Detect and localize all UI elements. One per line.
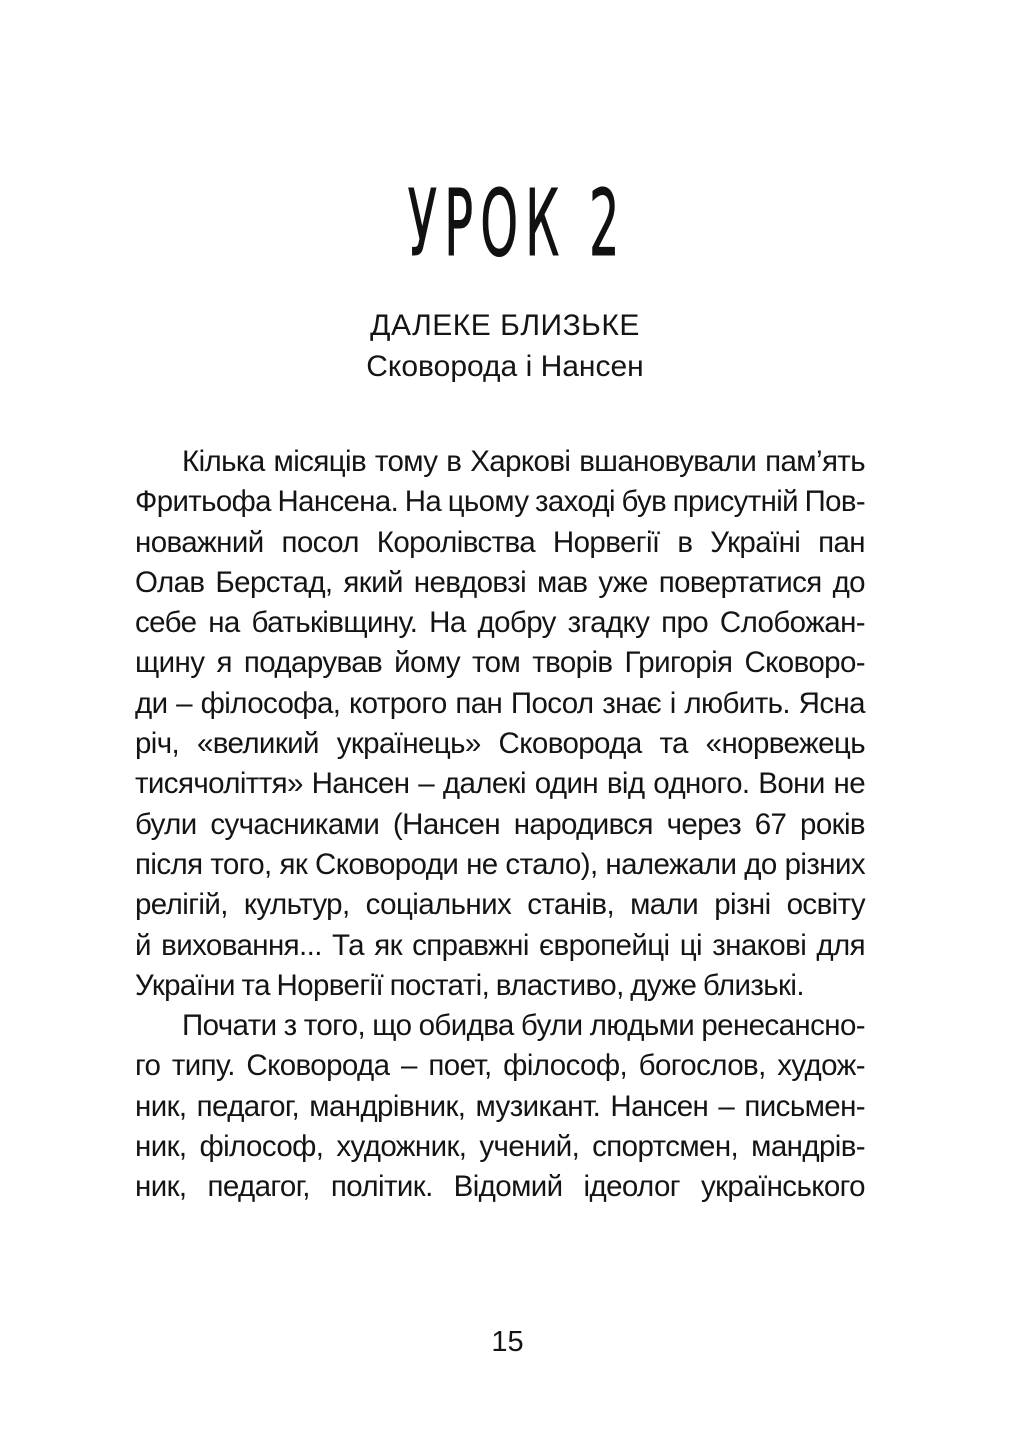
text-line: Почати з того, що обидва були людьми ренесансно- [182,1009,865,1043]
text-line: ник, педагог, політик. Відомий ідеолог українського [135,1170,865,1204]
text-line: го типу. Сковорода – поет, філософ, богослов, худож- [135,1049,865,1083]
text-line: були сучасниками (Нансен народився через 67 років [135,807,865,841]
text-line: новажний посол Королівства Норвегії в Україні пан [135,525,865,559]
text-line: ник, педагог, мандрівник, музикант. Нансен – письмен- [135,1089,865,1123]
text-line: річ, «великий українець» Сковорода та «норвежець [135,727,865,761]
text-line: тисячоліття» Нансен – далекі один від одного. Вони не [135,767,865,801]
body-text [135,442,865,1208]
text-line: щину я подарував йому том творів Григорія Сковоро- [135,646,865,680]
section-heading: ДАЛЕКЕ БЛИЗЬКЕ [370,309,640,342]
text-line: ди – філософа, котрого пан Посол знає і любить. Ясна [135,686,865,720]
text-line: релігій, культур, соціальних станів, мали різні освіту [135,888,865,922]
text-line: Олав Берстад, який невдовзі мав уже повертатися до [135,565,865,599]
text-line: Фритьофа Нансена. На цьому заході був присутній Пов- [135,485,866,519]
text-line: себе на батьківщину. На добру згадку про Слобожан- [135,606,865,640]
section-subheading: Сковорода і Нансен [366,350,644,383]
paragraph-1 [135,442,865,1006]
page-number: 15 [491,1326,524,1358]
text-line: ник, філософ, художник, учений, спортсмен, мандрів- [135,1130,865,1164]
chapter-title: УРОК 2 [407,169,627,277]
text-line: Кілька місяців тому в Харкові вшановували пам’ять [182,445,865,478]
text-line: після того, як Сковороди не стало), належали до різних [135,847,865,881]
paragraph-2 [135,1006,865,1207]
text-line: й виховання... Та як справжні європейці ці знакові для [135,928,865,962]
text-line: України та Норвегії постаті, властиво, дуже близькі. [135,968,804,1002]
